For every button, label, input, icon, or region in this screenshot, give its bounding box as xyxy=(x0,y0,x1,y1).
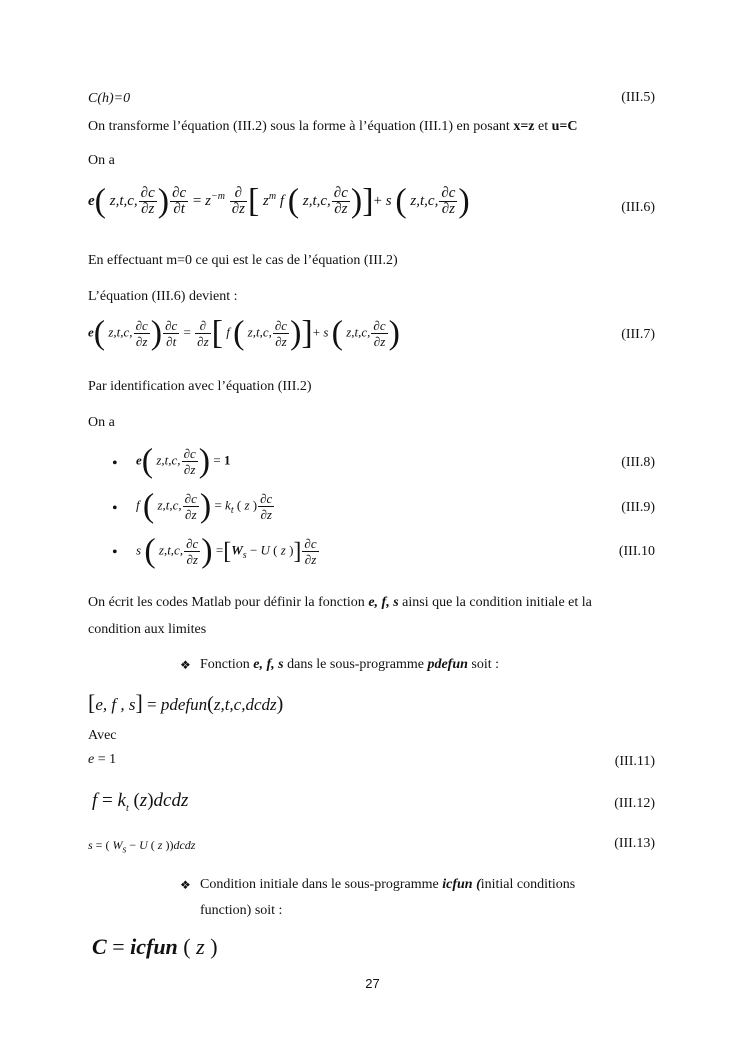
paragraph-on-a-2: On a xyxy=(88,415,115,430)
bold-u-c: u=C xyxy=(551,119,578,134)
paragraph-text: ainsi que la condition initiale et la xyxy=(398,595,592,610)
eq-number-III5: (III.5) xyxy=(621,90,655,105)
item-text: Condition initiale dans le sous-programme xyxy=(200,877,443,892)
page-number: 27 xyxy=(365,976,380,991)
bold-efs: e, f, s xyxy=(368,595,399,610)
equation-III8: e( z,t,c, $\frac{\partial c}{\partial z}$ ) = 1 xyxy=(136,442,231,480)
item-fonction xyxy=(200,656,655,674)
equation-III13: s = ( $W_s - U$ ( z ))dcdz xyxy=(88,838,196,856)
equation-III9: f ( z,t,c, $\frac{\partial c}{\partial z}$ ) = $k_t$ ( z ) $\frac{\partial c}{\partial z}$ xyxy=(136,487,273,525)
item-text: initial conditions xyxy=(480,877,576,892)
paragraph-avec: Avec xyxy=(88,728,117,743)
eq-number-III12: (III.12) xyxy=(614,796,655,811)
eq-number-III10: (III.10 xyxy=(618,544,655,559)
equation-III6: e( z,t,c, $\frac{\partial c}{\partial z}$ ) $\frac{\partial c}{\partial t}$ = $z^{-m}$ $\frac{\partial}{\partial z}$ [ $z^m$ f ( z,t,c, $\frac{\partial c}{\partial z}$ )]+ s ( z,t,c, $\frac{\partial c}{\partial z}$ ) xyxy=(88,182,470,220)
paragraph-effectuant: En effectuant m=0 ce qui est le cas de l’équation (III.2) xyxy=(88,253,398,268)
paragraph-devient: L’équation (III.6) devient : xyxy=(88,289,238,304)
paragraph-matlab xyxy=(88,594,655,612)
eq-number-III9: (III.9) xyxy=(621,500,655,515)
paragraph-text: et xyxy=(534,119,552,134)
paragraph-matlab-line2: condition aux limites xyxy=(88,622,207,637)
item-text: soit : xyxy=(467,657,500,672)
bullet-dot: • xyxy=(112,544,118,561)
paragraph-transform xyxy=(88,118,655,136)
diamond-bullet-icon: ❖ xyxy=(180,658,191,672)
eq-number-III7: (III.7) xyxy=(621,327,655,342)
bold-icfun: icfun ( xyxy=(442,877,481,892)
eq-III5-text: C(h)=0 xyxy=(88,91,131,106)
bullet-dot: • xyxy=(112,455,118,472)
item-text: Fonction xyxy=(200,657,254,672)
bullet-dot: • xyxy=(112,500,118,517)
item-condition-initiale xyxy=(200,876,655,894)
equation-icfun: C = icfun ( z ) xyxy=(92,934,218,959)
paragraph-identification: Par identification avec l’équation (III.2) xyxy=(88,379,312,394)
equation-pdefun: [e, f , s] = pdefun(z,t,c,dcdz) xyxy=(88,690,284,715)
item-text: dans le sous-programme xyxy=(283,657,428,672)
bold-x-z: x=z xyxy=(513,119,535,134)
eq-number-III8: (III.8) xyxy=(621,455,655,470)
bold-efs: e, f, s xyxy=(253,657,284,672)
item-condition-line2: function) soit : xyxy=(200,903,283,918)
eq-number-III13: (III.13) xyxy=(614,836,655,851)
bold-pdefun: pdefun xyxy=(427,657,468,672)
equation-III12: $f = k_t$ (z)dcdz xyxy=(92,790,189,814)
paragraph-text: On écrit les codes Matlab pour définir la fonction xyxy=(88,595,369,610)
paragraph-on-a: On a xyxy=(88,153,115,168)
diamond-bullet-icon: ❖ xyxy=(180,878,191,892)
eq-number-III11: (III.11) xyxy=(614,754,655,769)
equation-III7: e( z,t,c, $\frac{\partial c}{\partial z}$ ) $\frac{\partial c}{\partial t}$ = $\frac{\partial}{\partial z}$ [ f ( z,t,c, $\frac{\partial c}{\partial z}$ )]+ s ( z,t,c, $\frac{\partial c}{\partial z}$ ) xyxy=(88,314,400,352)
equation-III10: s ( z,t,c, $\frac{\partial c}{\partial z}$ ) $=[W_s - U$ ( z )] $\frac{\partial c}{\partial z}$ xyxy=(136,532,317,570)
paragraph-text: On transforme l’équation (III.2) sous la forme à l’équation (III.1) en posant xyxy=(88,119,514,134)
eq-number-III6: (III.6) xyxy=(621,200,655,215)
equation-III11: e = 1 xyxy=(88,752,117,767)
